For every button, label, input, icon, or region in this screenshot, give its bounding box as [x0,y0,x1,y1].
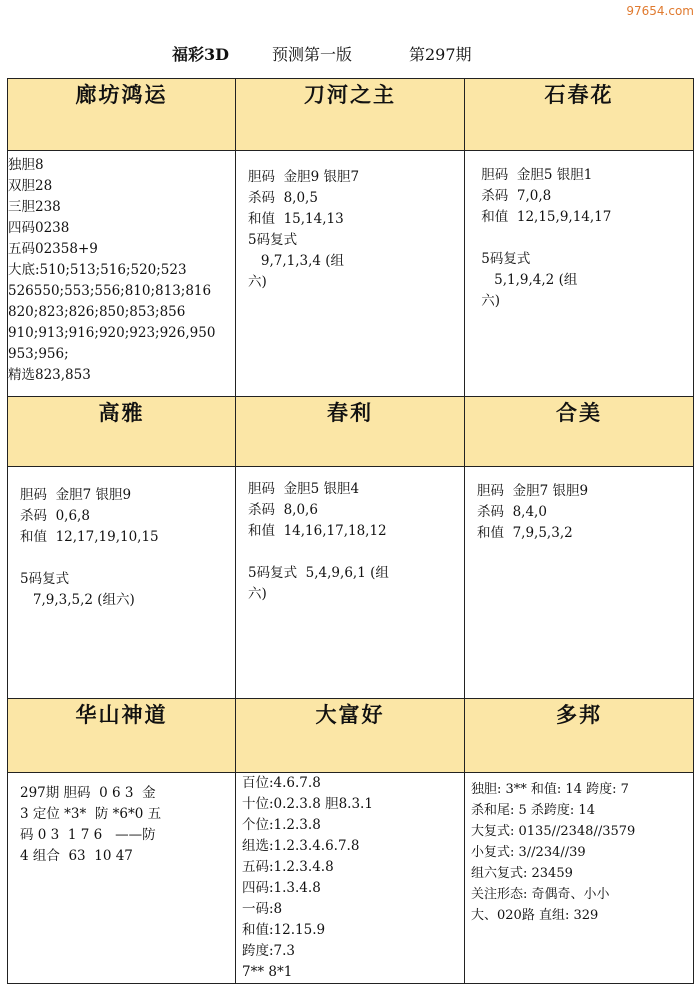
prediction-text: 297期 胆码 0 6 3 金 3 定位 *3* 防 *6*0 五 码 0 3 1 7 6 ——防 4 组合 63 10 47 [20,785,162,864]
prediction-text: 独胆: 3** 和值: 14 跨度: 7 杀和尾: 5 杀跨度: 14 大复式: 0135//2348//3579 小复式: 3//234//39 组六复式: 23459 关注形态: 奇偶奇、小小 大、020路 直组: 329 [471,782,636,923]
page-header [0,40,700,70]
expert-prediction [8,773,236,984]
edition-title: 预测第一版 [272,45,353,64]
prediction-text: 胆码 金胆7 银胆9 杀码 8,4,0 和值 7,9,5,3,2 [477,483,589,541]
expert-content-row [8,773,694,984]
expert-name: 合美 [465,397,694,467]
expert-prediction [236,151,465,397]
prediction-text: 胆码 金胆7 银胆9 杀码 0,6,8 和值 12,17,19,10,15 5码复式 7,9,3,5,2 (组六) [20,487,159,608]
expert-prediction [465,773,694,984]
prediction-text: 胆码 金胆9 银胆7 杀码 8,0,5 和值 15,14,13 5码复式 9,7,1,3,4 (组 六) [248,169,360,290]
expert-prediction [236,773,465,984]
expert-name: 石春花 [465,79,694,151]
prediction-text: 百位:4.6.7.8 十位:0.2.3.8 胆8.3.1 个位:1.2.3.8 组选:1.2.3.4.6.7.8 五码:1.2.3.4.8 四码:1.3.4.8 一码:8 和值:12.15.9 跨度:7.3 7** 8*1 [242,775,373,980]
expert-name: 廊坊鸿运 [8,79,236,151]
lottery-title: 福彩3D [172,45,230,64]
prediction-text: 胆码 金胆5 银胆4 杀码 8,0,6 和值 14,16,17,18,12 5码复式 5,4,9,6,1 (组 六) [248,481,389,602]
expert-prediction [8,151,236,397]
expert-prediction [236,467,465,699]
expert-name: 春利 [236,397,465,467]
expert-prediction [465,467,694,699]
expert-prediction [8,467,236,699]
expert-name-row [8,397,694,467]
prediction-text: 胆码 金胆5 银胆1 杀码 7,0,8 和值 12,15,9,14,17 5码复式 5,1,9,4,2 (组 六) [481,167,612,309]
expert-name: 多邦 [465,699,694,773]
issue-number: 第297期 [409,45,472,64]
expert-name: 刀河之主 [236,79,465,151]
expert-content-row [8,151,694,397]
site-watermark: 97654.com [626,4,694,18]
expert-name: 大富好 [236,699,465,773]
expert-content-row [8,467,694,699]
expert-name: 高雅 [8,397,236,467]
prediction-text: 独胆8 双胆28 三胆238 四码0238 五码02358+9 大底:510;513;516;520;523 526550;553;556;810;813;816 820;823;826;850;853;856 910;913;916;920;923;926,950 953;956; 精选823,853 [8,157,216,383]
expert-name: 华山神道 [8,699,236,773]
prediction-grid [7,78,694,984]
expert-prediction [465,151,694,397]
expert-name-row [8,699,694,773]
expert-name-row [8,79,694,151]
